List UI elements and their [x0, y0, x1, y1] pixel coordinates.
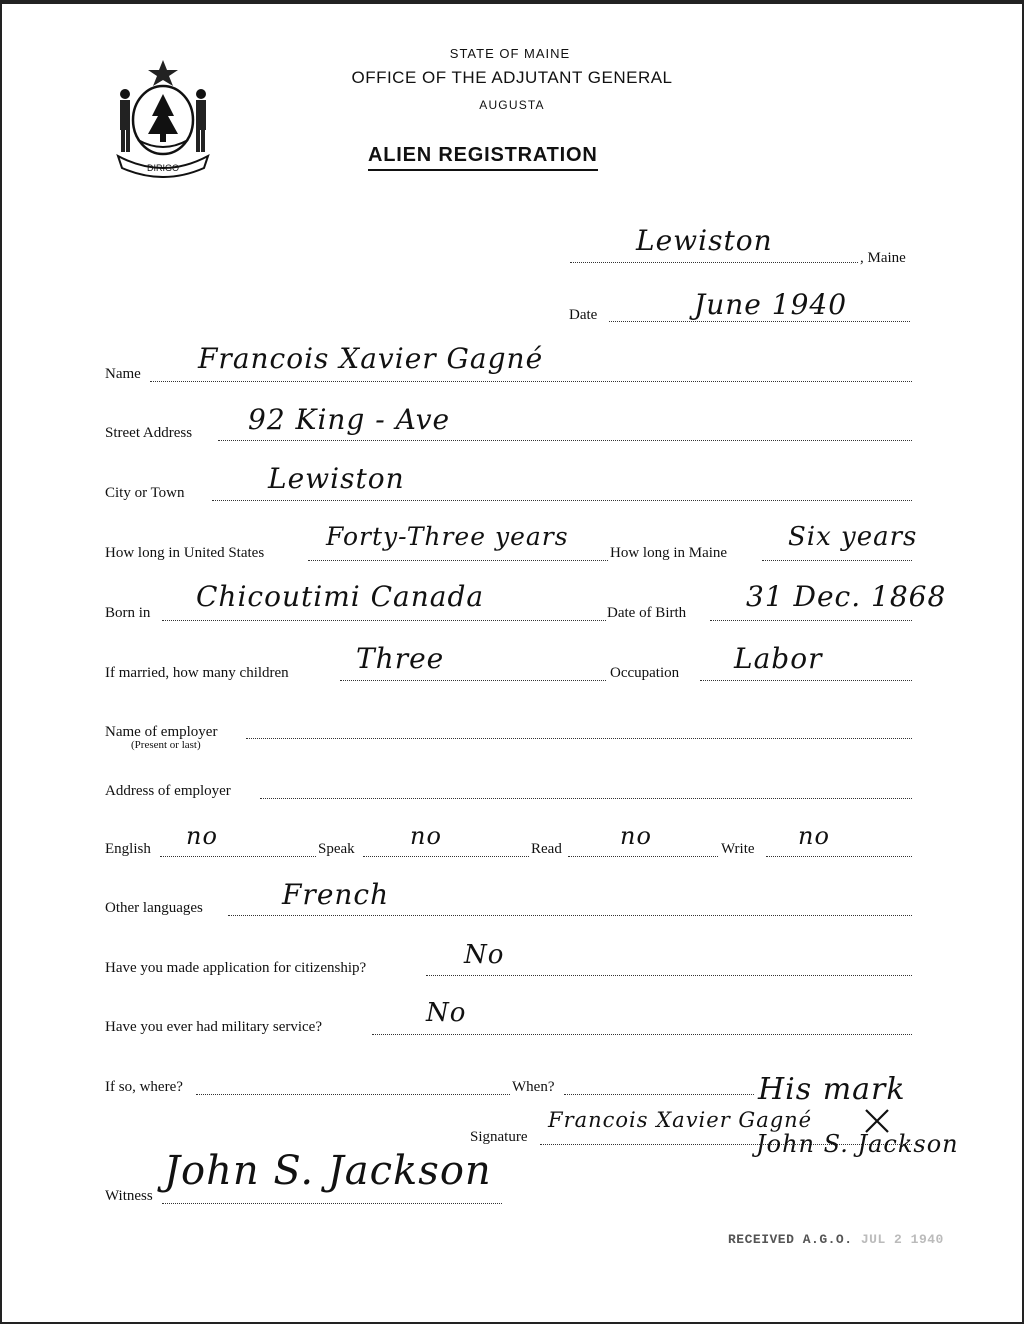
svg-text:DIRIGO: DIRIGO: [146, 163, 180, 173]
witness-line: [162, 1203, 502, 1204]
received-stamp: [728, 1232, 944, 1247]
header-city: AUGUSTA: [479, 98, 545, 112]
write-line: [766, 856, 912, 857]
military-label: Have you ever had military service?: [105, 1019, 322, 1035]
where-label: If so, where?: [105, 1079, 183, 1095]
when-label: When?: [512, 1079, 555, 1095]
english-value: no: [186, 822, 218, 850]
his-mark-text: His mark: [758, 1072, 906, 1107]
employer-sublabel: (Present or last): [131, 739, 201, 751]
date-value: June 1940: [694, 288, 848, 321]
employer-line: [246, 738, 912, 739]
other-languages-value: French: [282, 878, 390, 911]
when-line: [564, 1094, 754, 1095]
read-line: [568, 856, 718, 857]
place-suffix: , Maine: [860, 250, 906, 266]
english-line: [160, 856, 316, 857]
street-value: 92 King - Ave: [248, 403, 451, 436]
born-in-value: Chicoutimi Canada: [196, 580, 485, 613]
signature-label: Signature: [470, 1129, 528, 1145]
children-value: Three: [356, 642, 445, 675]
received-stamp-date: JUL 2 1940: [860, 1232, 944, 1247]
signature-by: John S. Jackson: [756, 1130, 959, 1158]
military-value: No: [426, 998, 467, 1028]
place-value: Lewiston: [636, 224, 773, 257]
header-state: STATE OF MAINE: [449, 46, 571, 61]
signature-name: Francois Xavier Gagné: [548, 1108, 813, 1132]
occupation-line: [700, 680, 912, 681]
speak-value: no: [410, 822, 442, 850]
date-line: [609, 321, 910, 322]
how-long-us-line: [308, 560, 608, 561]
occupation-label: Occupation: [610, 665, 680, 681]
dob-line: [710, 620, 912, 621]
name-value: Francois Xavier Gagné: [198, 342, 544, 375]
street-label: Street Address: [105, 425, 193, 441]
date-label: Date: [569, 307, 598, 323]
how-long-us-value: Forty-Three years: [326, 522, 569, 551]
born-in-label: Born in: [105, 605, 151, 621]
city-label: City or Town: [105, 485, 185, 501]
witness-label: Witness: [105, 1188, 153, 1204]
english-label: English: [105, 841, 151, 857]
dob-value: 31 Dec. 1868: [746, 580, 947, 613]
name-line: [150, 381, 912, 382]
children-label: If married, how many children: [105, 665, 289, 681]
employer-label: Name of employer: [105, 724, 218, 740]
read-label: Read: [531, 841, 562, 857]
how-long-maine-line: [762, 560, 912, 561]
read-value: no: [620, 822, 652, 850]
other-languages-line: [228, 915, 912, 916]
speak-line: [363, 856, 529, 857]
where-line: [196, 1094, 510, 1095]
citizenship-value: No: [464, 940, 505, 970]
form-title: ALIEN REGISTRATION: [368, 144, 598, 171]
children-line: [340, 680, 606, 681]
witness-signature: John S. Jackson: [164, 1148, 492, 1194]
write-value: no: [798, 822, 830, 850]
occupation-value: Labor: [734, 642, 823, 675]
how-long-maine-value: Six years: [788, 522, 918, 552]
mark-x-icon: [862, 1106, 892, 1136]
how-long-maine-label: How long in Maine: [610, 545, 728, 561]
employer-address-label: Address of employer: [105, 783, 231, 799]
citizenship-label: Have you made application for citizenship?: [105, 960, 367, 976]
employer-address-line: [260, 798, 912, 799]
header-office: OFFICE OF THE ADJUTANT GENERAL: [351, 68, 673, 87]
name-label: Name: [105, 366, 141, 382]
citizenship-line: [426, 975, 912, 976]
other-languages-label: Other languages: [105, 900, 203, 916]
write-label: Write: [721, 841, 755, 857]
place-line: [570, 262, 858, 263]
speak-label: Speak: [318, 841, 355, 857]
received-stamp-text: RECEIVED A.G.O.: [728, 1232, 853, 1247]
street-line: [218, 440, 912, 441]
military-line: [372, 1034, 912, 1035]
dob-label: Date of Birth: [607, 605, 687, 621]
city-line: [212, 500, 912, 501]
born-in-line: [162, 620, 606, 621]
city-value: Lewiston: [268, 462, 405, 495]
how-long-us-label: How long in United States: [105, 545, 265, 561]
